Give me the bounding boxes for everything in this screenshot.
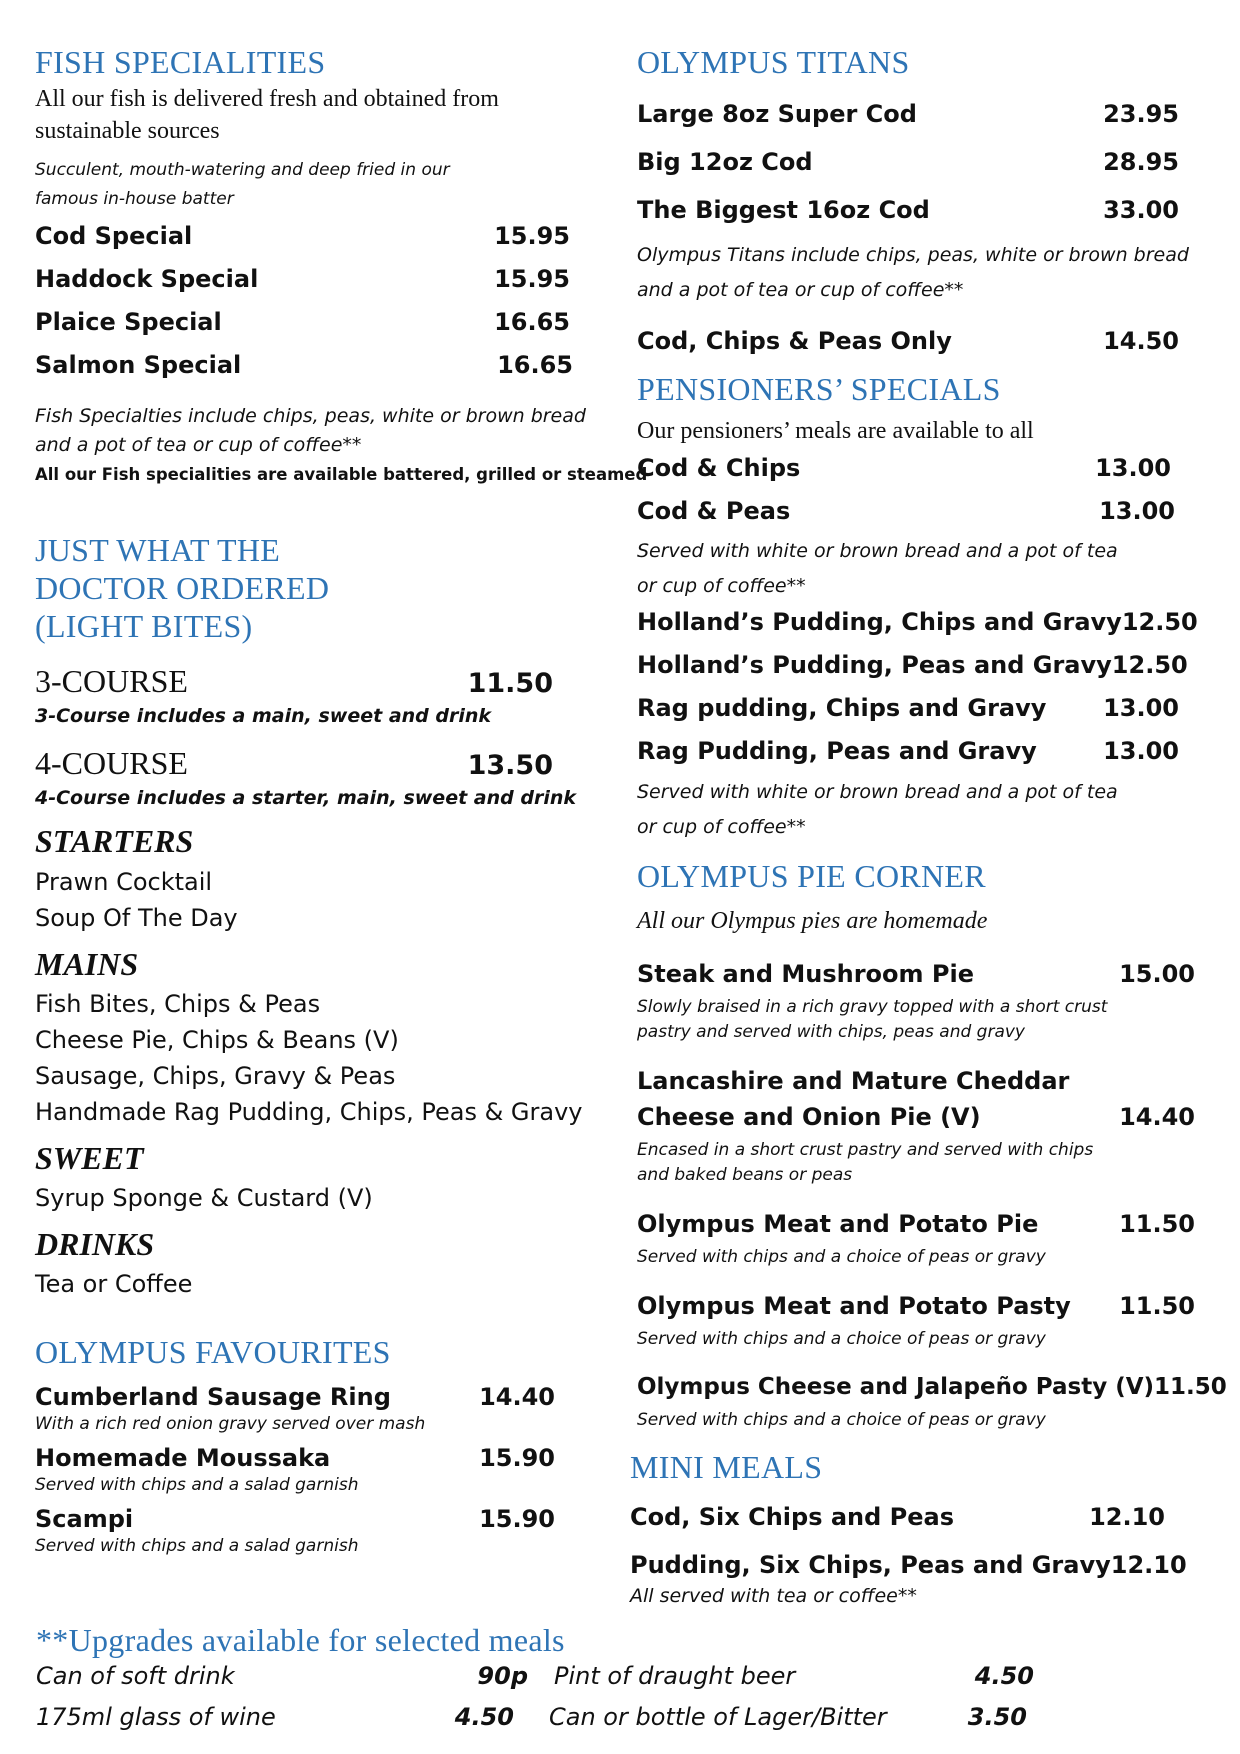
item-name: Plaice Special <box>35 308 222 336</box>
pensioners-note-a1: Served with white or brown bread and a pot of tea <box>637 540 1118 562</box>
item-desc: Served with chips and a choice of peas or gravy <box>637 1410 1046 1430</box>
item-price: 16.65 <box>494 308 570 336</box>
item-name: Cod, Six Chips and Peas <box>630 1503 955 1531</box>
upgrade-price: 3.50 <box>967 1703 1027 1731</box>
item-name: Haddock Special <box>35 265 259 293</box>
upgrade-price: 4.50 <box>454 1703 514 1731</box>
item-desc: Encased in a short crust pastry and served with chips <box>637 1140 1094 1160</box>
item-price: 33.00 <box>1103 196 1179 224</box>
item-price: 11.50 <box>1119 1210 1195 1238</box>
item-name: Rag pudding, Chips and Gravy <box>637 694 1047 722</box>
list-item: Handmade Rag Pudding, Chips, Peas & Gravy <box>35 1098 583 1126</box>
list-item: Soup Of The Day <box>35 904 238 932</box>
item-name: Cod & Peas <box>637 497 791 525</box>
item-name: Pudding, Six Chips, Peas and Gravy <box>630 1551 1111 1579</box>
upgrade-name: Can of soft drink <box>36 1662 235 1690</box>
favourites-heading: OLYMPUS FAVOURITES <box>35 1334 391 1370</box>
sweet-heading: SWEET <box>35 1140 144 1176</box>
item-name: Large 8oz Super Cod <box>637 100 917 128</box>
list-item: Tea or Coffee <box>35 1270 193 1298</box>
fish-desc-1: Succulent, mouth-watering and deep fried in our <box>35 160 450 180</box>
menu-item <box>35 265 570 293</box>
menu-item <box>637 454 1171 482</box>
pensioners-intro: Our pensioners’ meals are available to all <box>637 418 1034 444</box>
list-item: Fish Bites, Chips & Peas <box>35 990 321 1018</box>
pensioners-note-a2: or cup of coffee** <box>637 575 806 597</box>
course-3-desc: 3-Course includes a main, sweet and drink <box>35 705 492 727</box>
item-price: 23.95 <box>1103 100 1179 128</box>
menu-item <box>637 196 1179 224</box>
menu-item <box>637 100 1179 128</box>
list-item: Cheese Pie, Chips & Beans (V) <box>35 1026 399 1054</box>
titans-heading: OLYMPUS TITANS <box>637 44 910 80</box>
item-name: Holland’s Pudding, Peas and Gravy <box>637 651 1112 679</box>
item-price: 11.50 <box>1154 1374 1227 1400</box>
item-name: Cod, Chips & Peas Only <box>637 327 952 355</box>
menu-item <box>637 960 1195 988</box>
course-3-name: 3-COURSE <box>35 663 188 699</box>
menu-item <box>35 308 570 336</box>
course-3-price: 11.50 <box>467 668 553 699</box>
item-price: 15.95 <box>494 265 570 293</box>
item-price: 13.00 <box>1099 497 1175 525</box>
light-heading-2: DOCTOR ORDERED <box>35 570 330 606</box>
item-desc: Served with chips and a salad garnish <box>35 1475 359 1495</box>
list-item: Prawn Cocktail <box>35 868 213 896</box>
item-name: Salmon Special <box>35 351 242 379</box>
menu-item <box>35 1383 555 1411</box>
pies-intro: All our Olympus pies are homemade <box>637 908 988 934</box>
fish-heading: FISH SPECIALITIES <box>35 44 326 80</box>
menu-item <box>637 1103 1195 1131</box>
starters-heading: STARTERS <box>35 823 194 859</box>
item-desc: Slowly braised in a rich gravy topped with a short crust <box>637 997 1108 1017</box>
course-4-desc: 4-Course includes a starter, main, sweet and drink <box>35 787 576 809</box>
fish-desc-2: famous in-house batter <box>35 189 234 209</box>
item-name: Homemade Moussaka <box>35 1444 331 1472</box>
upgrade-price: 4.50 <box>974 1662 1034 1690</box>
course-4-name: 4-COURSE <box>35 745 188 781</box>
mains-heading: MAINS <box>35 946 139 982</box>
item-price: 14.50 <box>1103 327 1179 355</box>
pensioners-note-b1: Served with white or brown bread and a pot of tea <box>637 781 1118 803</box>
item-price: 15.90 <box>479 1505 555 1533</box>
list-item: Sausage, Chips, Gravy & Peas <box>35 1062 396 1090</box>
item-price: 15.00 <box>1119 960 1195 988</box>
menu-item <box>630 1551 1187 1579</box>
item-desc: Served with chips and a choice of peas or gravy <box>637 1329 1046 1349</box>
upgrades-heading: **Upgrades available for selected meals <box>36 1622 565 1658</box>
menu-item <box>630 1503 1165 1531</box>
item-price: 13.00 <box>1103 694 1179 722</box>
item-price: 12.10 <box>1110 1551 1187 1579</box>
item-price: 11.50 <box>1119 1292 1195 1320</box>
course-3-row <box>35 663 553 700</box>
pies-heading: OLYMPUS PIE CORNER <box>637 858 986 894</box>
item-name: Olympus Meat and Potato Pie <box>637 1210 1039 1238</box>
item-desc: pastry and served with chips, peas and gravy <box>637 1022 1025 1042</box>
upgrade-name: Pint of draught beer <box>554 1662 796 1690</box>
item-price: 15.95 <box>494 222 570 250</box>
item-price: 12.10 <box>1089 1503 1165 1531</box>
item-price: 14.40 <box>479 1383 555 1411</box>
item-name: Cumberland Sausage Ring <box>35 1383 391 1411</box>
item-desc: Served with chips and a salad garnish <box>35 1536 359 1556</box>
item-price: 28.95 <box>1103 148 1179 176</box>
item-name: Olympus Cheese and Jalapeño Pasty (V) <box>637 1374 1155 1400</box>
item-price: 13.00 <box>1103 737 1179 765</box>
light-heading-1: JUST WHAT THE <box>35 532 281 568</box>
mini-note: All served with tea or coffee** <box>630 1585 917 1607</box>
menu-item <box>637 148 1179 176</box>
item-price: 13.00 <box>1095 454 1171 482</box>
item-name: Olympus Meat and Potato Pasty <box>637 1292 1071 1320</box>
item-name: Scampi <box>35 1505 134 1533</box>
item-price: 16.65 <box>497 351 573 379</box>
upgrade-name: Can or bottle of Lager/Bitter <box>549 1703 887 1731</box>
menu-item <box>637 1374 1227 1400</box>
mini-heading: MINI MEALS <box>630 1449 823 1485</box>
menu-item <box>35 1505 555 1533</box>
upgrade-row <box>549 1703 1027 1731</box>
item-name: Big 12oz Cod <box>637 148 813 176</box>
item-desc: With a rich red onion gravy served over mash <box>35 1414 426 1434</box>
fish-note-2: and a pot of tea or cup of coffee** <box>35 434 362 456</box>
menu-item <box>637 694 1179 722</box>
item-name: Cod Special <box>35 222 193 250</box>
item-price: 12.50 <box>1111 651 1188 679</box>
fish-intro-1: All our fish is delivered fresh and obtained from <box>35 86 499 112</box>
pensioners-note-b2: or cup of coffee** <box>637 816 806 838</box>
menu-item <box>637 327 1179 355</box>
item-price: 12.50 <box>1121 608 1198 636</box>
item-desc: Served with chips and a choice of peas or gravy <box>637 1247 1046 1267</box>
course-4-row <box>35 745 553 782</box>
list-item: Syrup Sponge & Custard (V) <box>35 1184 373 1212</box>
light-heading-3: (LIGHT BITES) <box>35 608 253 644</box>
pensioners-heading: PENSIONERS’ SPECIALS <box>637 371 1001 407</box>
drinks-heading: DRINKS <box>35 1226 155 1262</box>
item-name: Cheese and Onion Pie (V) <box>637 1103 981 1131</box>
fish-intro-2: sustainable sources <box>35 118 220 144</box>
item-name: Holland’s Pudding, Chips and Gravy <box>637 608 1122 636</box>
menu-item <box>637 608 1198 636</box>
menu-item <box>35 351 573 379</box>
item-name: Lancashire and Mature Cheddar <box>637 1067 1070 1095</box>
item-desc: and baked beans or peas <box>637 1165 853 1185</box>
menu-item <box>637 737 1179 765</box>
titans-note-2: and a pot of tea or cup of coffee** <box>637 279 964 301</box>
item-name: Cod & Chips <box>637 454 801 482</box>
menu-item <box>637 1292 1195 1320</box>
item-name: Rag Pudding, Peas and Gravy <box>637 737 1037 765</box>
menu-item <box>35 1444 555 1472</box>
upgrade-name: 175ml glass of wine <box>36 1703 276 1731</box>
titans-note-1: Olympus Titans include chips, peas, white or brown bread <box>637 244 1189 266</box>
course-4-price: 13.50 <box>467 750 553 781</box>
upgrade-row <box>36 1703 514 1731</box>
item-price: 15.90 <box>479 1444 555 1472</box>
upgrade-row <box>36 1662 528 1690</box>
item-name: The Biggest 16oz Cod <box>637 196 930 224</box>
item-price: 14.40 <box>1119 1103 1195 1131</box>
item-name: Steak and Mushroom Pie <box>637 960 974 988</box>
menu-item <box>637 1210 1195 1238</box>
fish-note-1: Fish Specialties include chips, peas, white or brown bread <box>35 405 586 427</box>
menu-item <box>637 497 1175 525</box>
fish-note-bold: All our Fish specialities are available battered, grilled or steamed <box>35 465 648 484</box>
upgrade-price: 90p <box>477 1662 528 1690</box>
menu-item <box>35 222 570 250</box>
menu-item <box>637 651 1188 679</box>
upgrade-row <box>554 1662 1034 1690</box>
